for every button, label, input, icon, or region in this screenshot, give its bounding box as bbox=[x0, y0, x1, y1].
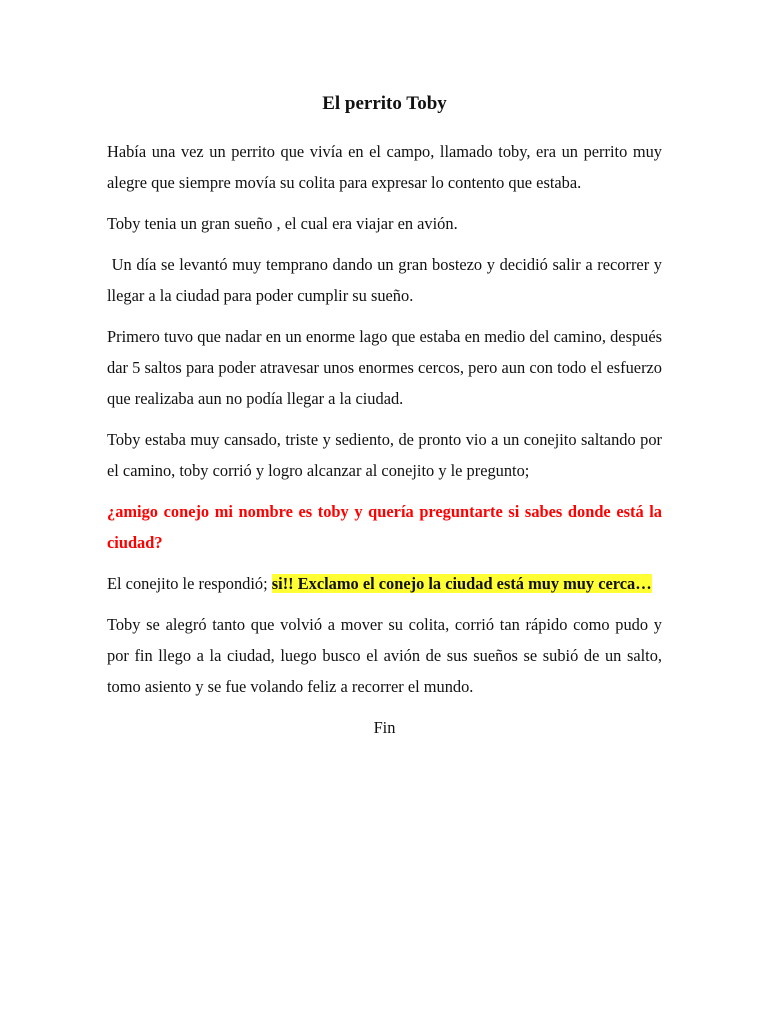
question-paragraph: ¿amigo conejo mi nombre es toby y quería preguntarte si sabes donde está la ciudad? bbox=[107, 502, 662, 552]
paragraph-rabbit: Toby estaba muy cansado, triste y sediento, de pronto vio a un conejito saltando por el camino, toby corrió y logro alcanzar al conejito y le pregunto; bbox=[107, 430, 662, 480]
story-end-label: Fin bbox=[373, 718, 396, 737]
paragraph-answer bbox=[107, 568, 662, 599]
paragraph-ending: Toby se alegró tanto que volvió a mover su colita, corrió tan rápido como pudo y por fin llego a la ciudad, luego busco el avión de sus sueños se subió de un salto, tomo asiento y se fue volando feliz a recorrer el mundo. bbox=[107, 615, 662, 696]
paragraph-intro: Había una vez un perrito que vivía en el campo, llamado toby, era un perrito muy alegre que siempre movía su colita para expresar lo contento que estaba. bbox=[107, 142, 662, 192]
highlighted-answer: si!! Exclamo el conejo la ciudad está muy muy cerca… bbox=[271, 574, 652, 593]
story-title: El perrito Toby bbox=[322, 93, 447, 114]
paragraph-journey: Primero tuvo que nadar en un enorme lago que estaba en medio del camino, después dar 5 saltos para poder atravesar unos enormes cercos, pero aun con todo el esfuerzo que realizaba aun no podía llegar a la ciudad. bbox=[107, 327, 662, 408]
paragraph-dream: Toby tenia un gran sueño , el cual era viajar en avión. bbox=[107, 214, 458, 233]
paragraph-morning-text: Un día se levantó muy temprano dando un gran bostezo y decidió salir a recorrer y llegar a la ciudad para poder cumplir su sueño. bbox=[107, 255, 662, 305]
answer-lead-text: El conejito le respondió; bbox=[107, 574, 272, 593]
paragraph-morning bbox=[107, 249, 662, 311]
